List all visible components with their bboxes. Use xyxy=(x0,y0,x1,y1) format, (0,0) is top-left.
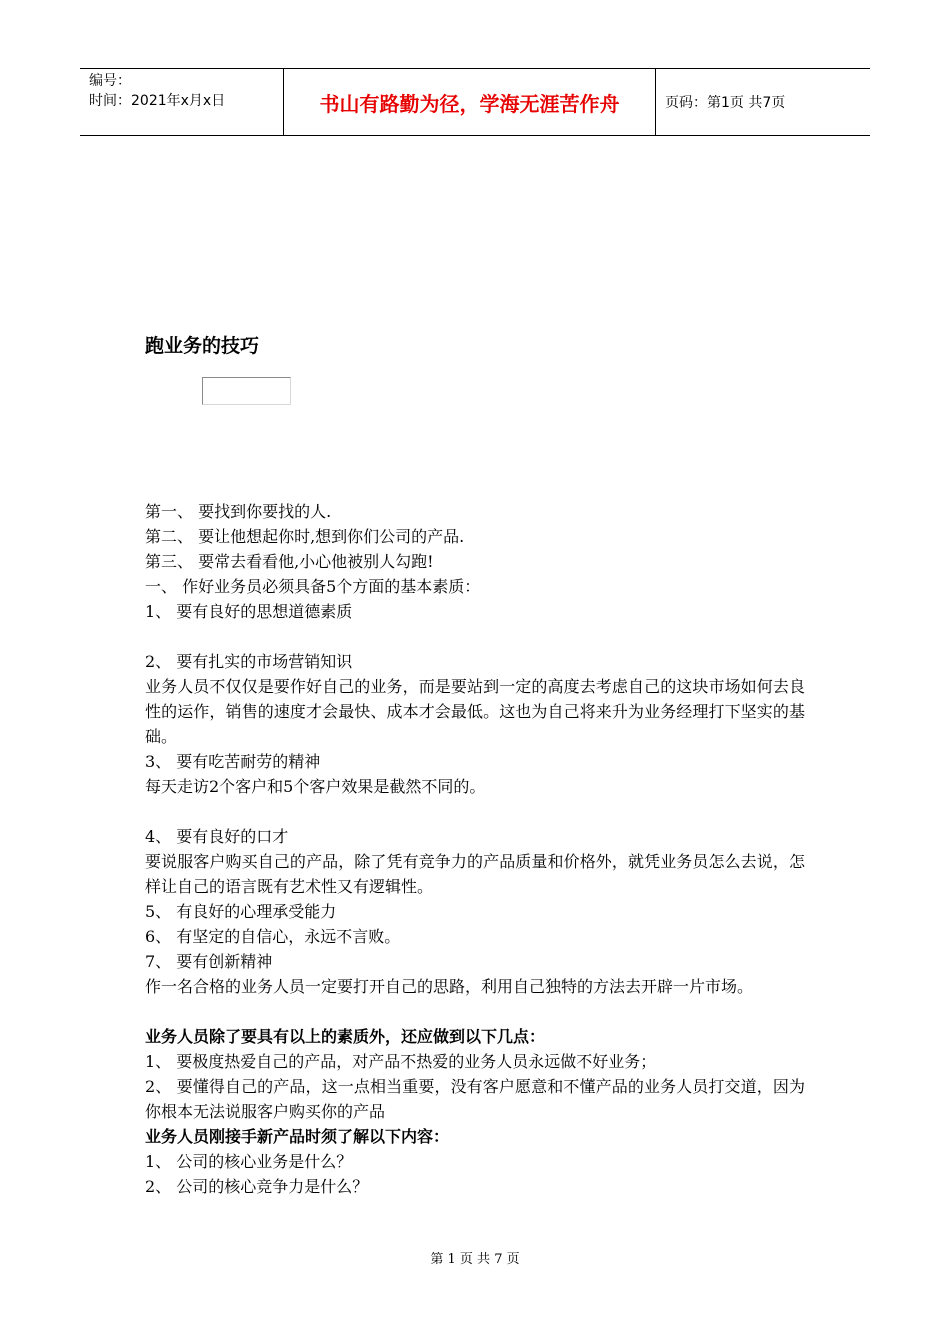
doc-time-label: 时间：2021年x月x日 xyxy=(89,93,226,109)
header-motto: 书山有路勤为径，学海无涯苦作舟 xyxy=(283,69,656,135)
body-line: 业务人员除了要具有以上的素质外，还应做到以下几点： xyxy=(145,1027,546,1046)
image-placeholder xyxy=(202,377,291,405)
document-body xyxy=(145,499,805,1199)
body-line: 2、 要有扎实的市场营销知识 xyxy=(145,652,353,671)
body-line: 业务人员不仅仅是要作好自己的业务，而是要站到一定的高度去考虑自己的这块市场如何去良性的运作，销售的速度才会最快、成本才会最低。这也为自己将来升为业务经理打下坚实的基础。 xyxy=(145,677,805,746)
header-table xyxy=(80,68,870,136)
blank-line xyxy=(145,799,805,824)
body-line: 要说服客户购买自己的产品，除了凭有竞争力的产品质量和价格外，就凭业务员怎么去说，怎样让自己的语言既有艺术性又有逻辑性。 xyxy=(145,852,805,896)
body-line: 2、 公司的核心竞争力是什么？ xyxy=(145,1177,369,1196)
body-line: 1、 要有良好的思想道德素质 xyxy=(145,602,353,621)
body-line: 一、 作好业务员必须具备5个方面的基本素质： xyxy=(145,577,481,596)
body-line: 业务人员刚接手新产品时须了解以下内容： xyxy=(145,1127,450,1146)
body-line: 每天走访2个客户和5个客户效果是截然不同的。 xyxy=(145,777,486,796)
page-footer: 第 1 页 共 7 页 xyxy=(430,1252,520,1267)
body-line: 5、 有良好的心理承受能力 xyxy=(145,902,337,921)
body-line: 2、 要懂得自己的产品，这一点相当重要，没有客户愿意和不懂产品的业务人员打交道，因为你根本无法说服客户购买你的产品 xyxy=(145,1077,805,1121)
body-line: 1、 公司的核心业务是什么？ xyxy=(145,1152,353,1171)
body-line: 4、 要有良好的口才 xyxy=(145,827,289,846)
body-line: 6、 有坚定的自信心，永远不言败。 xyxy=(145,927,401,946)
doc-number-label: 编号： xyxy=(89,73,131,89)
body-line: 作一名合格的业务人员一定要打开自己的思路，利用自己独特的方法去开辟一片市场。 xyxy=(145,977,754,996)
blank-line xyxy=(145,999,805,1024)
header-page-info: 页码：第1页 共7页 xyxy=(665,95,786,111)
body-line: 1、 要极度热爱自己的产品，对产品不热爱的业务人员永远做不好业务； xyxy=(145,1052,657,1071)
body-line: 第三、 要常去看看他,小心他被别人勾跑! xyxy=(145,552,434,571)
header-meta-cell xyxy=(80,69,283,135)
body-line: 3、 要有吃苦耐劳的精神 xyxy=(145,752,321,771)
body-line: 第二、 要让他想起你时,想到你们公司的产品. xyxy=(145,527,465,546)
body-line: 7、 要有创新精神 xyxy=(145,952,273,971)
blank-line xyxy=(145,624,805,649)
document-title: 跑业务的技巧 xyxy=(145,335,260,357)
body-line: 第一、 要找到你要找的人. xyxy=(145,502,332,521)
